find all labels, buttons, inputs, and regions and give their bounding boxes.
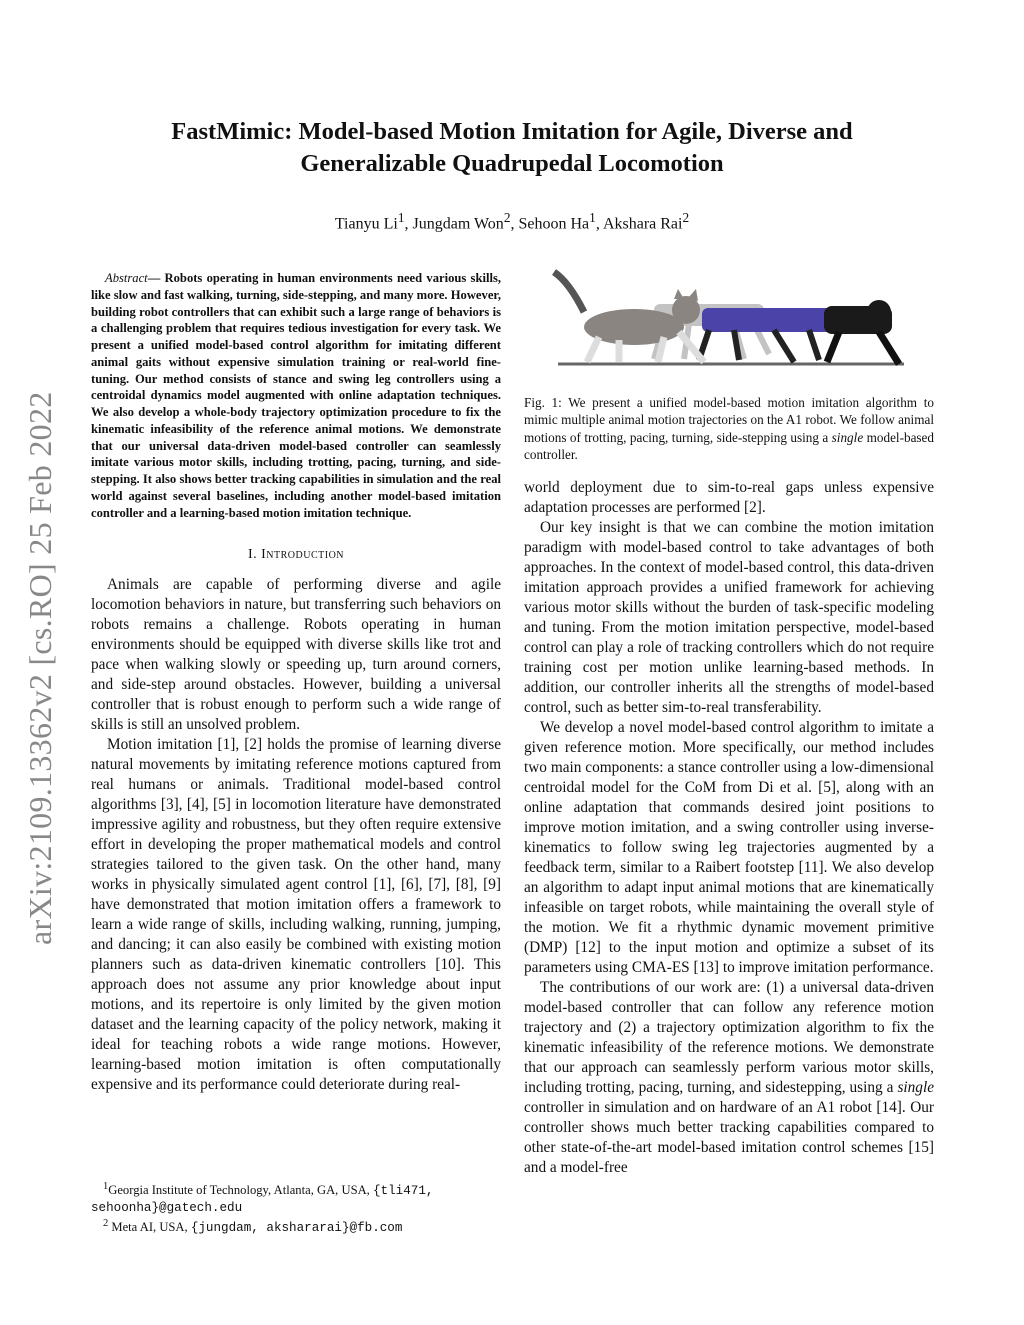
left-column xyxy=(91,270,501,1095)
footnote-1: $^1$Georgia Institute of Technology, Atlanta, GA, USA, {tli471, sehoonha}@gatech.edu xyxy=(91,1181,434,1216)
paper-title: FastMimic: Model-based Motion Imitation for Agile, Diverse and Generalizable Quadrupedal Locomotion xyxy=(171,118,853,177)
paragraph: world deployment due to sim-to-real gaps unless expensive adaptation processes are performed [2]. xyxy=(524,478,934,516)
author-list: Tianyu Li$^1$, Jungdam Won$^2$, Sehoon Ha$^1$, Akshara Rai$^2$ xyxy=(334,210,690,233)
footnote-2: $^2$ Meta AI, USA, {jungdam, akshararai}@fb.com xyxy=(103,1218,403,1236)
right-column xyxy=(524,262,934,1178)
figure-cat-robot xyxy=(524,262,934,374)
abstract: Abstract— Robots operating in human environments need various skills, like slow and fast walking, turning, side-stepping, and many more. However, building robot controllers that can exhibit such a large range of behaviors is a challenging problem that requires tedious investigation for every task. We present a unified model-based control algorithm for imitating different animal gaits without expensive simulation training or real-world fine-tuning. Our method consists of stance and swing leg controllers using a centroidal dynamics model augmented with online adaptation techniques. We also develop a whole-body trajectory optimization procedure to fix the kinematic infeasibility of the reference animal motions. We demonstrate that our universal data-driven model-based controller can seamlessly imitate various motor skills, including trotting, pacing, turning, and side-stepping. It also shows better tracking capabilities in simulation and the real world against several baselines, including another model-based imitation controller and a learning-based motion imitation technique. xyxy=(91,271,501,520)
paragraph: Motion imitation [1], [2] holds the promise of learning diverse natural movements by imitating reference motions captured from real humans or animals. Traditional model-based control algorithms [3], [4], [5] in locomotion literature have demonstrated impressive agility and robustness, but they often require extensive effort in developing the proper mathematical models and control strategies tailored to the given task. On the other hand, many works in physically simulated agent control [1], [6], [7], [8], [9] have demonstrated that motion imitation offers a framework to learn a wide range of skills, including walking, running, jumping, and dancing; it can also easily be combined with existing motion planners such as data-driven kinematic controllers [10]. This approach does not assume any prior knowledge about input motions, and its repertoire is only limited by the given motion dataset and the learning capacity of the policy network, making it ideal for teaching robots a wide range motions. However, learning-based motion imitation is often computationally expensive and its performance could deteriorate during real- xyxy=(91,736,501,1094)
paragraph-contributions: The contributions of our work are: (1) a universal data-driven model-based controller that can follow any reference motion trajectory and (2) a trajectory optimization algorithm to fix the kinematic infeasibility of the reference motions. We demonstrate that our approach can seamlessly perform various motor skills, including trotting, pacing, turning, and sidestepping, using a single controller in simulation and on hardware of an A1 robot [14]. Our controller shows much better tracking capabilities compared to other state-of-the-art model-based imitation control schemes [15] and a model-free xyxy=(524,978,934,1176)
cat-robot-image xyxy=(524,262,934,374)
robot-purple xyxy=(699,308,832,362)
figure-caption: Fig. 1: We present a unified model-based motion imitation algorithm to mimic multiple animal motion trajectories on the A1 robot. We follow animal motions of trotting, pacing, turning, side-stepping using a single model-based controller. xyxy=(524,395,934,463)
robot-black xyxy=(824,300,899,364)
cat xyxy=(554,272,704,362)
footnotes xyxy=(91,1179,511,1236)
section-heading: I. Introduction xyxy=(247,547,345,563)
paragraph: Our key insight is that we can combine the motion imitation paradigm with model-based control to take advantages of both approaches. In the context of model-based control, this data-driven imitation approach provides a unified framework for achieving various motor skills without the burden of task-specific modeling and tuning. From the motion imitation perspective, model-based control can play a role of tracking controllers which do not require training cost per motion unlike learning-based methods. In addition, our controller inherits all the strengths of model-based control, such as better sim-to-real transferability. xyxy=(524,518,934,716)
arxiv-stamp: arXiv:2109.13362v2 [cs.RO] 25 Feb 2022 xyxy=(22,391,58,945)
paragraph: Animals are capable of performing diverse and agile locomotion behaviors in nature, but transferring such behaviors on robots remains a challenge. Robots operating in human environments should be equipped with diverse skills like trot and pace when walking slowly or speeding up, turn around corners, and side-step around obstacles. However, building a universal controller that is robust enough to perform such a wide range of skills is still an unsolved problem. xyxy=(91,576,501,734)
paragraph: We develop a novel model-based control algorithm to imitate a given reference motion. More specifically, our method includes two main components: a stance controller using a low-dimensional centroidal model for the CoM from Di et al. [5], along with an online adaptation that commands desired joint positions to improve motion imitation, and a swing controller using inverse-kinematics to follow swing leg trajectories augmented by a feedback term, similar to a Raibert footstep [11]. We also develop an algorithm to adapt input animal motions that are kinematically infeasible on target robots, while maintaining the overall style of the motion. We fit a rhythmic dynamic movement primitive (DMP) [12] to the input motion and optimize a subset of its parameters using CMA-ES [13] to improve imitation performance. xyxy=(524,718,934,976)
